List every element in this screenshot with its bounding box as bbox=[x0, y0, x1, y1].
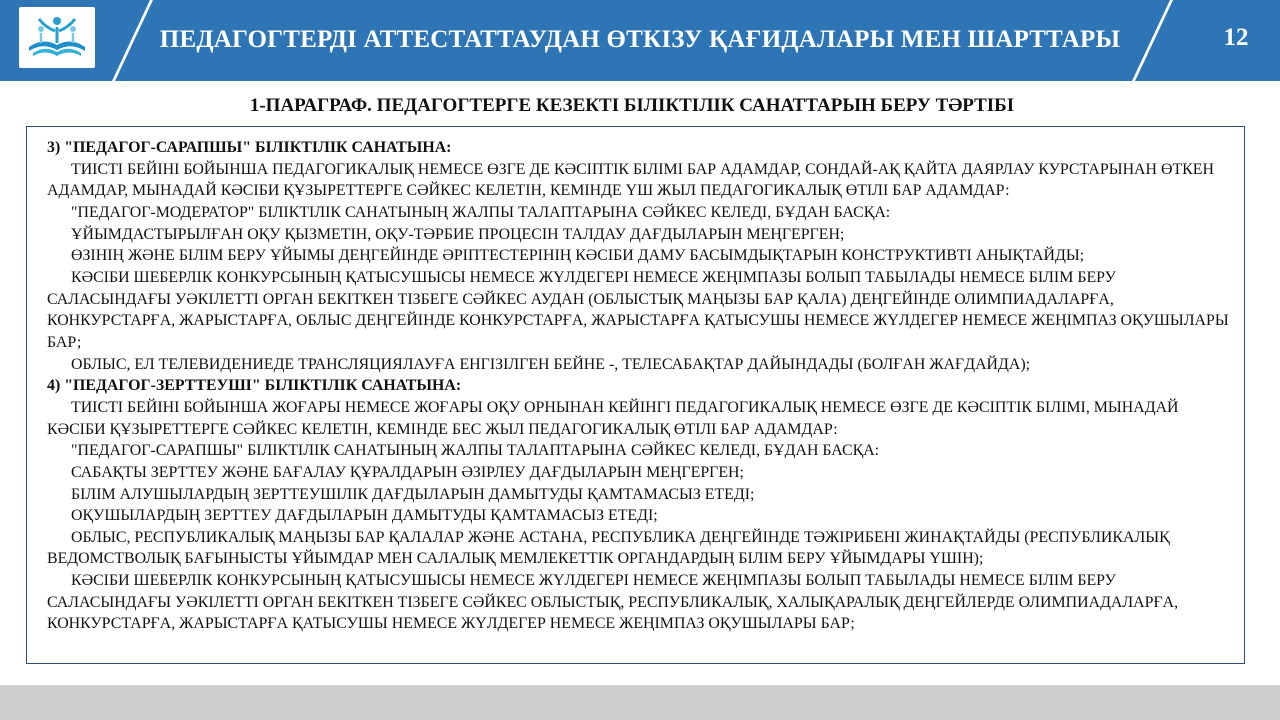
paragraph: КӘСІБИ ШЕБЕРЛІК КОНКУРСЫНЫҢ ҚАТЫСУШЫСЫ НЕМЕСЕ ЖҮЛДЕГЕРІ НЕМЕСЕ ЖЕҢІМПАЗЫ БОЛЫП ТАБЫЛАДЫ НЕМЕСЕ БІЛІМ БЕРУ САЛАСЫНДАҒЫ УӘКІЛЕТТІ ОРГАН БЕКІТКЕН ТІЗБЕГЕ СӘЙКЕС АУДАН (ОБЛЫСТЫҚ МАҢЫЗЫ БАР ҚАЛА) ДЕҢГЕЙІНДЕ ОЛИМПИАДАЛАРҒА, КОНКУРСТАРҒА, ЖАРЫСТАРҒА, ОБЛЫС ДЕҢГЕЙІНДЕ КОНКУРСТАРҒА, ЖАРЫСТАРҒА ҚАТЫСУШЫ НЕМЕСЕ ЖҮЛДЕГЕР НЕМЕСЕ ЖЕҢІМПАЗ ОҚУШЫЛАРЫ БАР; bbox=[47, 268, 1229, 351]
page-number: 12 bbox=[1223, 24, 1249, 51]
content-box bbox=[26, 126, 1245, 664]
paragraph: БІЛІМ АЛУШЫЛАРДЫҢ ЗЕРТТЕУШІЛІК ДАҒДЫЛАРЫН ДАМЫТУДЫ ҚАМТАМАСЫЗ ЕТЕДІ; bbox=[71, 485, 755, 503]
paragraph: ҰЙЫМДАСТЫРЫЛҒАН ОҚУ ҚЫЗМЕТІН, ОҚУ-ТӘРБИЕ ПРОЦЕСІН ТАЛДАУ ДАҒДЫЛАРЫН МЕҢГЕРГЕН; bbox=[71, 225, 845, 243]
section-subtitle: 1-ПАРАГРАФ. ПЕДАГОГТЕРГЕ КЕЗЕКТІ БІЛІКТІЛІК САНАТТАРЫН БЕРУ ТӘРТІБІ bbox=[249, 95, 1015, 116]
section-4-heading: 4) "ПЕДАГОГ-ЗЕРТТЕУШІ" БІЛІКТІЛІК САНАТЫНА: bbox=[47, 377, 462, 395]
section-3-heading: 3) "ПЕДАГОГ-САРАПШЫ" БІЛІКТІЛІК САНАТЫНА: bbox=[47, 139, 452, 156]
paragraph: САБАҚТЫ ЗЕРТТЕУ ЖӘНЕ БАҒАЛАУ ҚҰРАЛДАРЫН ӘЗІРЛЕУ ДАҒДЫЛАРЫН МЕҢГЕРГЕН; bbox=[71, 463, 744, 481]
slide-header bbox=[0, 0, 1280, 81]
paragraph: КӘСІБИ ШЕБЕРЛІК КОНКУРСЫНЫҢ ҚАТЫСУШЫСЫ НЕМЕСЕ ЖҮЛДЕГЕРІ НЕМЕСЕ ЖЕҢІМПАЗЫ БОЛЫП ТАБЫЛАДЫ НЕМЕСЕ БІЛІМ БЕРУ САЛАСЫНДАҒЫ УӘКІЛЕТТІ ОРГАН БЕКІТКЕН ТІЗБЕГЕ СӘЙКЕС ОБЛЫСТЫҚ, РЕСПУБЛИКАЛЫҚ, ХАЛЫҚАРАЛЫҚ ДЕҢГЕЙЛЕРДЕ ОЛИМПИАДАЛАРҒА, КОНКУРСТАРҒА, ЖАРЫСТАРҒА ҚАТЫСУШЫ НЕМЕСЕ ЖҮЛДЕГЕР НЕМЕСЕ ЖЕҢІМПАЗ ОҚУШЫЛАРЫ БАР; bbox=[47, 572, 1179, 633]
slide-title: ПЕДАГОГТЕРДІ АТТЕСТАТТАУДАН ӨТКІЗУ ҚАҒИДАЛАРЫ МЕН ШАРТТАРЫ bbox=[159, 26, 1121, 53]
paragraph: "ПЕДАГОГ-МОДЕРАТОР" БІЛІКТІЛІК САНАТЫНЫҢ ЖАЛПЫ ТАЛАПТАРЫНА СӘЙКЕС КЕЛЕДІ, БҰДАН БАСҚА: bbox=[71, 203, 891, 221]
footer-bar bbox=[0, 685, 1280, 720]
education-logo-icon bbox=[19, 7, 95, 68]
paragraph: ТИІСТІ БЕЙІНІ БОЙЫНША ПЕДАГОГИКАЛЫҚ НЕМЕСЕ ӨЗГЕ ДЕ КӘСІПТІК БІЛІМІ БАР АДАМДАР, СОНДАЙ-АҚ ҚАЙТА ДАЯРЛАУ КУРСТАРЫНАН ӨТКЕН АДАМДАР, МЫНАДАЙ КӘСІБИ ҚҰЗЫРЕТТЕРГЕ СӘЙКЕС КЕЛЕТІН, КЕМІНДЕ ҮШ ЖЫЛ ПЕДАГОГИКАЛЫҚ ӨТІЛІ БАР АДАМДАР: bbox=[47, 160, 1214, 200]
paragraph: "ПЕДАГОГ-САРАПШЫ" БІЛІКТІЛІК САНАТЫНЫҢ ЖАЛПЫ ТАЛАПТАРЫНА СӘЙКЕС КЕЛЕДІ, БҰДАН БАСҚА: bbox=[71, 442, 880, 460]
paragraph: ОҚУШЫЛАРДЫҢ ЗЕРТТЕУ ДАҒДЫЛАРЫН ДАМЫТУДЫ ҚАМТАМАСЫЗ ЕТЕДІ; bbox=[71, 507, 658, 525]
paragraph: ОБЛЫС, РЕСПУБЛИКАЛЫҚ МАҢЫЗЫ БАР ҚАЛАЛАР ЖӘНЕ АСТАНА, РЕСПУБЛИКА ДЕҢГЕЙІНДЕ ТӘЖІРИБЕНІ ЖИНАҚТАЙДЫ (РЕСПУБЛИКАЛЫҚ ВЕДОМСТВОЛЫҚ БАҒЫНЫСТЫ ҰЙЫМДАР МЕН САЛАЛЫҚ МЕМЛЕКЕТТІК ОРГАНДАРДЫҢ БІЛІМ БЕРУ ҰЙЫМДАРЫ ҮШІН); bbox=[47, 528, 1170, 568]
paragraph: ТИІСТІ БЕЙІНІ БОЙЫНША ЖОҒАРЫ НЕМЕСЕ ЖОҒАРЫ ОҚУ ОРНЫНАН КЕЙІНГІ ПЕДАГОГИКАЛЫҚ НЕМЕСЕ ӨЗГЕ ДЕ КӘСІПТІК БІЛІМІ, МЫНАДАЙ КӘСІБИ ҚҰЗЫРЕТТЕРГЕ СӘЙКЕС КЕЛЕТІН, КЕМІНДЕ БЕС ЖЫЛ ПЕДАГОГИКАЛЫҚ ӨТІЛІ БАР АДАМДАР: bbox=[47, 398, 1179, 438]
paragraph: ӨЗІНІҢ ЖӘНЕ БІЛІМ БЕРУ ҰЙЫМЫ ДЕҢГЕЙІНДЕ ӘРІПТЕСТЕРІНІҢ КӘСІБИ ДАМУ БАСЫМДЫҚТАРЫН КОНСТРУКТИВТІ АНЫҚТАЙДЫ; bbox=[71, 247, 1085, 265]
paragraph: ОБЛЫС, ЕЛ ТЕЛЕВИДЕНИЕДЕ ТРАНСЛЯЦИЯЛАУҒА ЕНГІЗІЛГЕН БЕЙНЕ -, ТЕЛЕСАБАҚТАР ДАЙЫНДАДЫ (БОЛҒАН ЖАҒДАЙДА); bbox=[71, 355, 1031, 373]
